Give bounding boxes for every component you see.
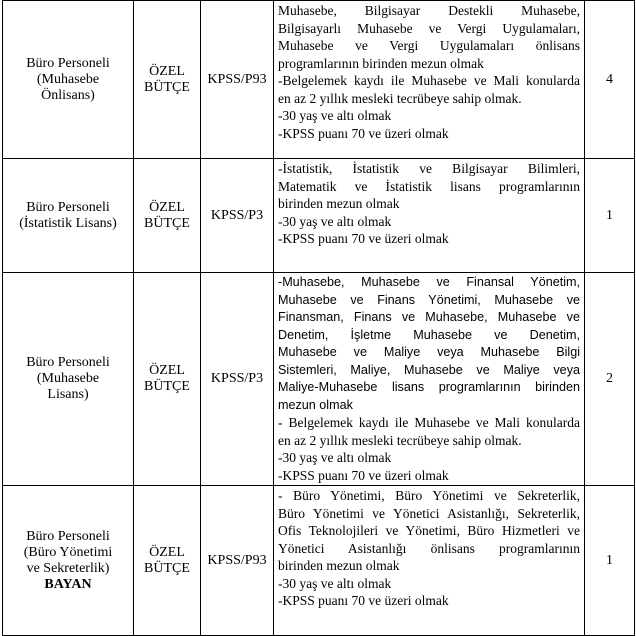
position-count-cell: 4 [585, 1, 635, 159]
position-line: (Muhasebe [36, 371, 100, 386]
exam-type-cell: KPSS/P3 [201, 159, 274, 273]
requirement-line: Muhasebe ve Finans Yönetimi, Muhasebe ve [278, 292, 580, 307]
budget-type-line: BÜTÇE [144, 379, 190, 394]
requirement-line: -İstatistik, İstatistik ve Bilgisayar Bilimleri, [278, 161, 580, 176]
exam-type-cell: KPSS/P93 [201, 1, 274, 159]
position-cell [3, 1, 134, 159]
budget-type-line: ÖZEL [149, 199, 185, 215]
requirement-line: Ofis Teknolojileri ve Yönetimi, Büro Hizmetleri ve [278, 523, 580, 538]
position-cell [3, 486, 134, 636]
requirement-line: - Belgelemek kaydı ile Muhasebe ve Mali konularda [278, 415, 580, 430]
requirement-line: -KPSS puanı 70 ve üzeri olmak [278, 125, 449, 141]
requirement-line: -30 yaş ve altı olmak [278, 450, 392, 465]
budget-type-line: ÖZEL [149, 63, 185, 79]
budget-type-line: ÖZEL [149, 544, 185, 560]
table-row [3, 273, 635, 486]
requirement-line: Matematik ve İstatistik lisans programlarının [278, 178, 580, 194]
requirement-line: -30 yaş ve altı olmak [278, 108, 392, 123]
position-line: (Muhasebe [36, 71, 100, 87]
position-count-cell: 2 [585, 273, 635, 486]
requirement-line: en az 2 yıllık mesleki tecrübeye sahip olmak. [278, 432, 522, 448]
table-row [3, 1, 635, 159]
position-cell [3, 273, 134, 486]
budget-type-line: BÜTÇE [144, 560, 190, 576]
requirement-line: programlarının birinden mezun olmak [278, 55, 484, 71]
table-row [3, 159, 635, 273]
requirement-line: birinden mezun olmak [278, 558, 400, 573]
requirement-line: -Belgelemek kaydı ile Muhasebe ve Mali konularda [278, 73, 580, 88]
requirement-line: Finansman, Finans ve Muhasebe, Muhasebe ve [278, 310, 580, 324]
requirement-line: -Muhasebe, Muhasebe ve Finansal Yönetim, [278, 275, 580, 289]
requirement-line: Muhasebe ve Vergi Uygulamaları önlisans [278, 38, 580, 53]
requirement-line: Muhasebe, Bilgisayar Destekli Muhasebe, [278, 3, 580, 18]
position-count-cell: 1 [585, 159, 635, 273]
requirement-line: Büro Yönetimi ve Yönetici Asistanlığı, Sekreterlik, [278, 505, 580, 521]
position-line: Önlisans) [41, 87, 95, 103]
requirement-line: birinden mezun olmak [278, 196, 400, 211]
requirements-cell [274, 1, 585, 159]
budget-type-line: BÜTÇE [144, 79, 190, 95]
position-count-cell: 1 [585, 486, 635, 636]
budget-type-line: BÜTÇE [144, 215, 190, 231]
requirement-line: -30 yaş ve altı olmak [278, 575, 392, 591]
budget-type-cell [134, 1, 201, 159]
position-line: Büro Personeli [26, 55, 110, 71]
position-line: (Büro Yönetimi [23, 544, 113, 560]
requirement-line: -KPSS puanı 70 ve üzeri olmak [278, 467, 449, 483]
exam-type-cell: KPSS/P3 [201, 273, 274, 486]
requirements-cell [274, 486, 585, 636]
requirement-line: Bilgisayarlı Muhasebe ve Vergi Uygulamaları, [278, 20, 580, 36]
position-line: (İstatistik Lisans) [19, 215, 117, 231]
requirement-line: -KPSS puanı 70 ve üzeri olmak [278, 231, 449, 246]
budget-type-line: ÖZEL [149, 363, 185, 378]
budget-type-cell [134, 273, 201, 486]
exam-type-cell: KPSS/P93 [201, 486, 274, 636]
positions-table [2, 0, 635, 636]
requirement-line: Muhasebe ve Maliye veya Muhasebe Bilgi [278, 345, 580, 359]
requirement-line: Yönetici Asistanlığı önlisans programlarının [278, 540, 580, 556]
requirement-line: -KPSS puanı 70 ve üzeri olmak [278, 593, 449, 608]
position-gender-note: BAYAN [44, 576, 92, 592]
position-line: Büro Personeli [26, 528, 110, 544]
requirements-cell [274, 273, 585, 486]
requirement-line: mezun olmak [278, 397, 353, 412]
requirement-line: -30 yaş ve altı olmak [278, 213, 392, 229]
position-line: Büro Personeli [26, 199, 110, 215]
budget-type-cell [134, 486, 201, 636]
position-line: Büro Personeli [26, 355, 110, 370]
requirement-line: Maliye-Muhasebe lisans programlarının birinden [278, 380, 580, 394]
requirements-cell [274, 159, 585, 273]
position-line: Lisans) [47, 387, 89, 402]
table-row [3, 486, 635, 636]
requirement-line: en az 2 yıllık mesleki tecrübeye sahip olmak. [278, 90, 522, 106]
position-line: ve Sekreterlik) [26, 560, 110, 576]
requirement-line: Denetim, İşletme Muhasebe ve Denetim, [278, 327, 580, 342]
position-cell [3, 159, 134, 273]
requirement-line: - Büro Yönetimi, Büro Yönetimi ve Sekreterlik, [278, 488, 580, 503]
requirement-line: Sistemleri, Maliye, Muhasebe ve Maliye veya [278, 362, 580, 377]
budget-type-cell [134, 159, 201, 273]
